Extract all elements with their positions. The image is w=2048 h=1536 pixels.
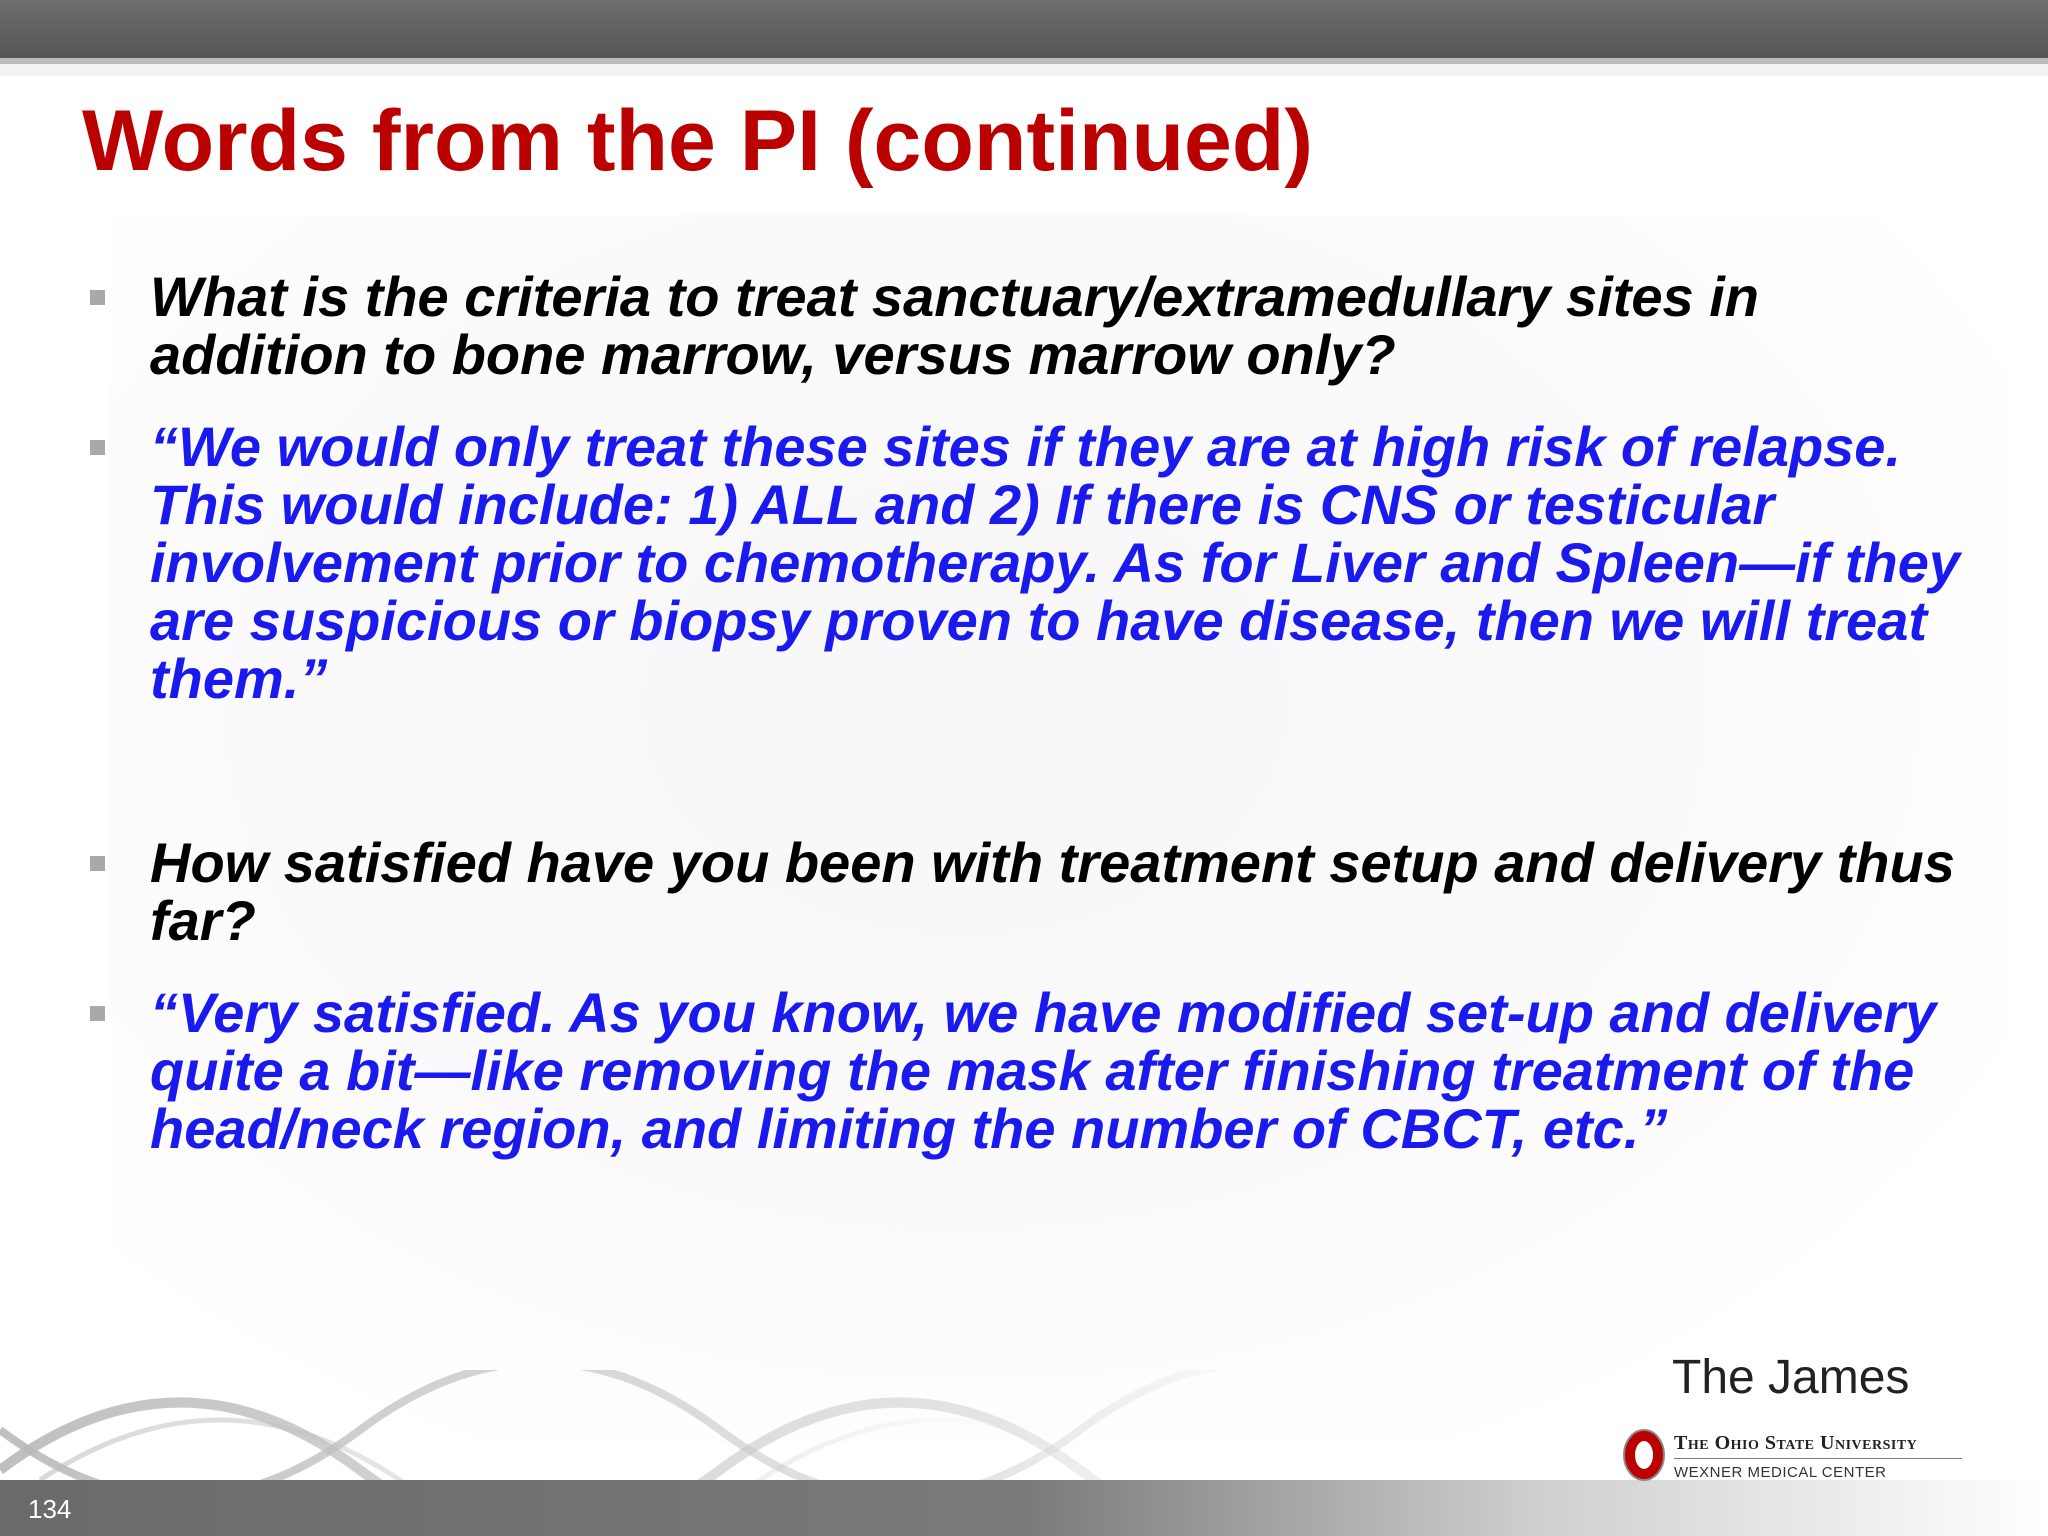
square-bullet-icon [90, 856, 105, 871]
bullet-question-2 [150, 831, 1990, 952]
square-bullet-icon [90, 1006, 105, 1021]
osu-logo [1622, 1428, 1962, 1484]
bullet-answer-2 [150, 981, 1990, 1160]
top-banner [0, 0, 2048, 58]
footer-bar [0, 1480, 2048, 1536]
bullet-question-1 [150, 265, 1990, 386]
osu-divider [1674, 1458, 1962, 1459]
bullet-answer-1 [150, 415, 1990, 710]
dna-helix-decoration [0, 1370, 1550, 1482]
square-bullet-icon [90, 440, 105, 455]
bullet-text: “We would only treat these sites if they are at high risk of relapse. This would include: 1) ALL and 2) If there is CNS or testicular involvement prior to chemotherapy. As for Liver and Spleen—if they are suspicious or biopsy proven to have disease, then we will treat them.” [150, 415, 1960, 710]
block-o-icon [1622, 1428, 1666, 1482]
osu-medical-center: WEXNER MEDICAL CENTER [1674, 1464, 1887, 1481]
bullet-text: What is the criteria to treat sanctuary/extramedullary sites in addition to bone marrow, versus marrow only? [150, 265, 1760, 386]
slide-title: Words from the PI (continued) [82, 93, 1314, 189]
the-james-logo: The James [1672, 1351, 1910, 1404]
bullet-text: How satisfied have you been with treatment setup and delivery thus far? [150, 831, 1955, 952]
osu-name: The Ohio State University [1674, 1432, 1918, 1454]
square-bullet-icon [90, 290, 105, 305]
slide-number: 134 [28, 1494, 72, 1524]
content-background [110, 215, 2010, 1445]
top-banner-shadow [0, 64, 2048, 76]
bullet-text: “Very satisfied. As you know, we have modified set-up and delivery quite a bit—like removing the mask after finishing treatment of the head/neck region, and limiting the number of CBCT, etc.” [150, 981, 1937, 1160]
